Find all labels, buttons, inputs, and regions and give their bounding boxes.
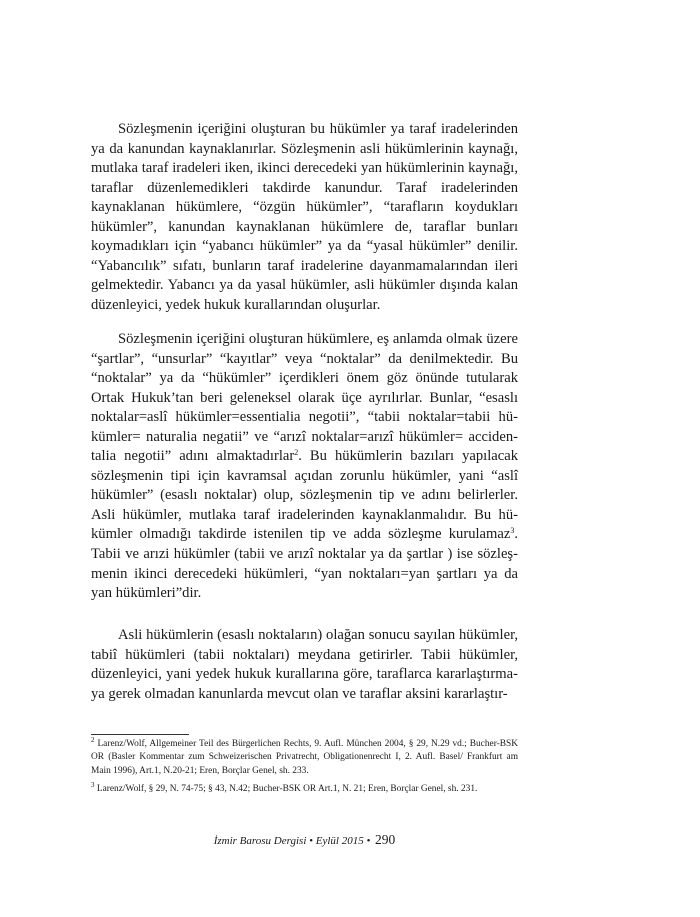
footnote-ref-2[interactable]: 2 [294, 448, 299, 458]
journal-name: İzmir Barosu Dergisi • Eylül 2015 • [213, 835, 371, 847]
footnote-3 [91, 783, 518, 796]
page-number: 290 [375, 832, 396, 847]
body-paragraph-1: Sözleşmenin içeriğini oluşturan bu hükümler ya taraf iradelerinden ya da kanundan kaynaklanırlar. Sözleşmenin asli hükümlerinin kaynağı, mutlaka taraf iradeleri iken, ikinci derecedeki yan hükümlerinin kaynağı, taraflar düzenlemedikleri takdirde kanundur. Taraf iradelerinden kaynaklanan hükümlere, “özgün hükümler”, “tarafların koydukları hükümler”, kanundan kaynaklanan hükümlere de, taraflar bunları koymadıkları için “yabancı hükümler” ya da “yasal hükümler” denilir. “Yabancılık” sıfatı, bunların taraf iradelerine dayanmamalarından ileri gelmektedir. Yabancı ya da yasal hükümler, asli hükümler dışında kalan düzenleyici, yedek hukuk kurallarından oluşurlar. [91, 121, 518, 313]
footnote-2 [91, 738, 518, 778]
page-footer [91, 832, 518, 849]
body-paragraph-3: Asli hükümlerin (esaslı noktaların) olağan sonucu sayılan hükümler, tabiî hükümleri (tabii noktaları) meydana getirirler. Tabii hükümler, düzenleyici, yani yedek hukuk kurallarına göre, taraflarca kararlaştırmaya gerek olmadan kanunlarda mevcut olan ve taraflar aksini kararlaştır- [91, 627, 518, 702]
paragraph-2-text-b: . Bu hükümlerin bazıları yapılacak sözleşmenin tipi için kavramsal açıdan zorunlu hükümler, yani “aslî hükümler” (esaslı noktalar) olup, sözleşmenin tip ve adını belirlerler. Asli hükümler, mutlaka taraf iradelerinden kaynaklanmalıdır. Bu hükümler olmadığı takdirde istenilen tip ve adda sözleşme kurulamaz [91, 448, 518, 543]
footnote-ref-3[interactable]: 3 [510, 526, 515, 536]
paragraph-2-text-c: . Tabii ve arızi hükümler (tabii ve arızî noktalar ya da şartlar ) ise sözleşmenin ikinci derecedeki hükümleri, “yan noktaları=yan şartları ya da yan hükümleri”dir. [91, 526, 518, 602]
footnote-2-number: 2 [91, 736, 95, 744]
footnote-3-number: 3 [91, 781, 95, 789]
paragraph-2-text-a: Sözleşmenin içeriğini oluşturan hükümlere, eş anlamda olmak üzere “şartlar”, “unsurlar” “kayıtlar” veya “noktalar” da denilmektedir. Bu “noktalar” ya da “hükümler” içerdikleri önem göz önünde tutularak Ortak Hukuk’tan beri geleneksel olarak üçe ayrılırlar. Bunlar, “esaslı noktalar=aslî hükümler=essentialia negotii”, “tabii noktalar=tabii hükümler= naturalia negatii” ve “arızî noktalar=arızî hükümler= accidentalia negotii” adını almaktadırlar [91, 331, 518, 465]
footnote-2-text: Larenz/Wolf, Allgemeiner Teil des Bürgerlichen Rechts, 9. Aufl. München 2004, § 29, N.29 vd.; Bucher-BSK OR (Basler Kommentar zum Schweizerischen Privatrecht, Obligationenrecht I, 2. Aufl. Basel/ Frankfurt am Main 1996), Art.1, N.20-21; Eren, Borçlar Genel, sh. 233. [91, 739, 518, 776]
footnote-3-text: Larenz/Wolf, § 29, N. 74-75; § 43, N.42; Bucher-BSK OR Art.1, N. 21; Eren, Borçlar Genel, sh. 231. [94, 784, 478, 794]
footnote-divider [91, 734, 189, 735]
body-paragraph-2 [91, 330, 518, 604]
